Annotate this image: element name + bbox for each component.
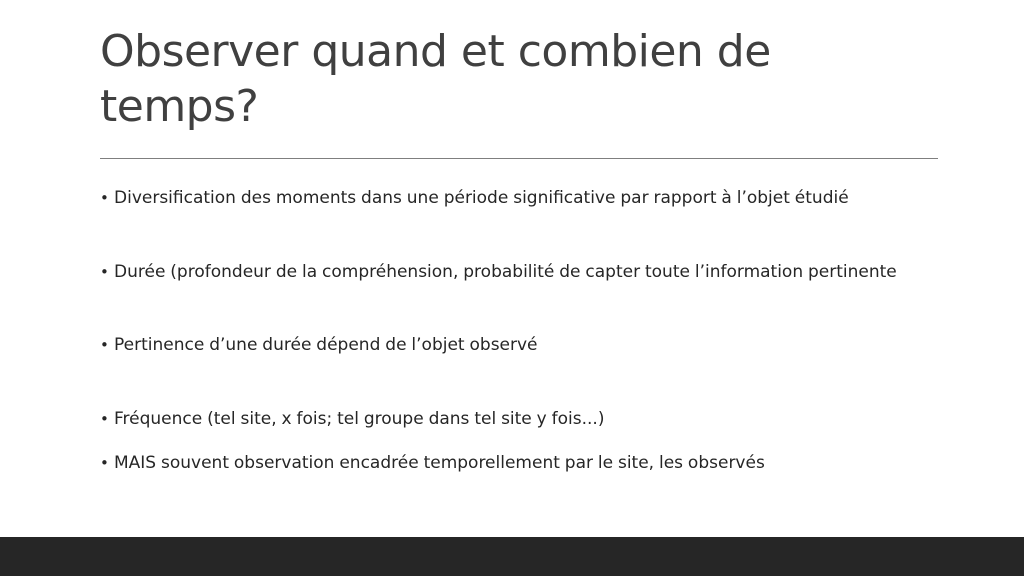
slide-title: Observer quand et combien de temps?: [100, 26, 771, 132]
bullet-icon: •: [100, 454, 109, 472]
bullet-icon: •: [100, 336, 109, 354]
title-divider: [100, 158, 938, 159]
bullet-text: Durée (profondeur de la compréhension, probabilité de capter toute l’information pertinente: [114, 262, 897, 282]
bullet-icon: •: [100, 410, 109, 428]
bullet-text: MAIS souvent observation encadrée temporellement par le site, les observés: [114, 453, 765, 473]
bullet-item-mais: [100, 449, 765, 478]
bullet-item-frequence: [100, 405, 604, 434]
bullet-icon: •: [100, 263, 109, 281]
bullet-text: Fréquence (tel site, x fois; tel groupe dans tel site y fois...): [114, 409, 605, 429]
bullet-text: Diversification des moments dans une période significative par rapport à l’objet étudié: [114, 188, 849, 208]
bullet-item-diversification: [100, 184, 849, 213]
bullet-icon: •: [100, 189, 109, 207]
bullet-item-duree: [100, 258, 897, 287]
bullet-item-pertinence: [100, 331, 538, 360]
bullet-text: Pertinence d’une durée dépend de l’objet observé: [114, 335, 538, 355]
footer-bar: [0, 537, 1024, 576]
